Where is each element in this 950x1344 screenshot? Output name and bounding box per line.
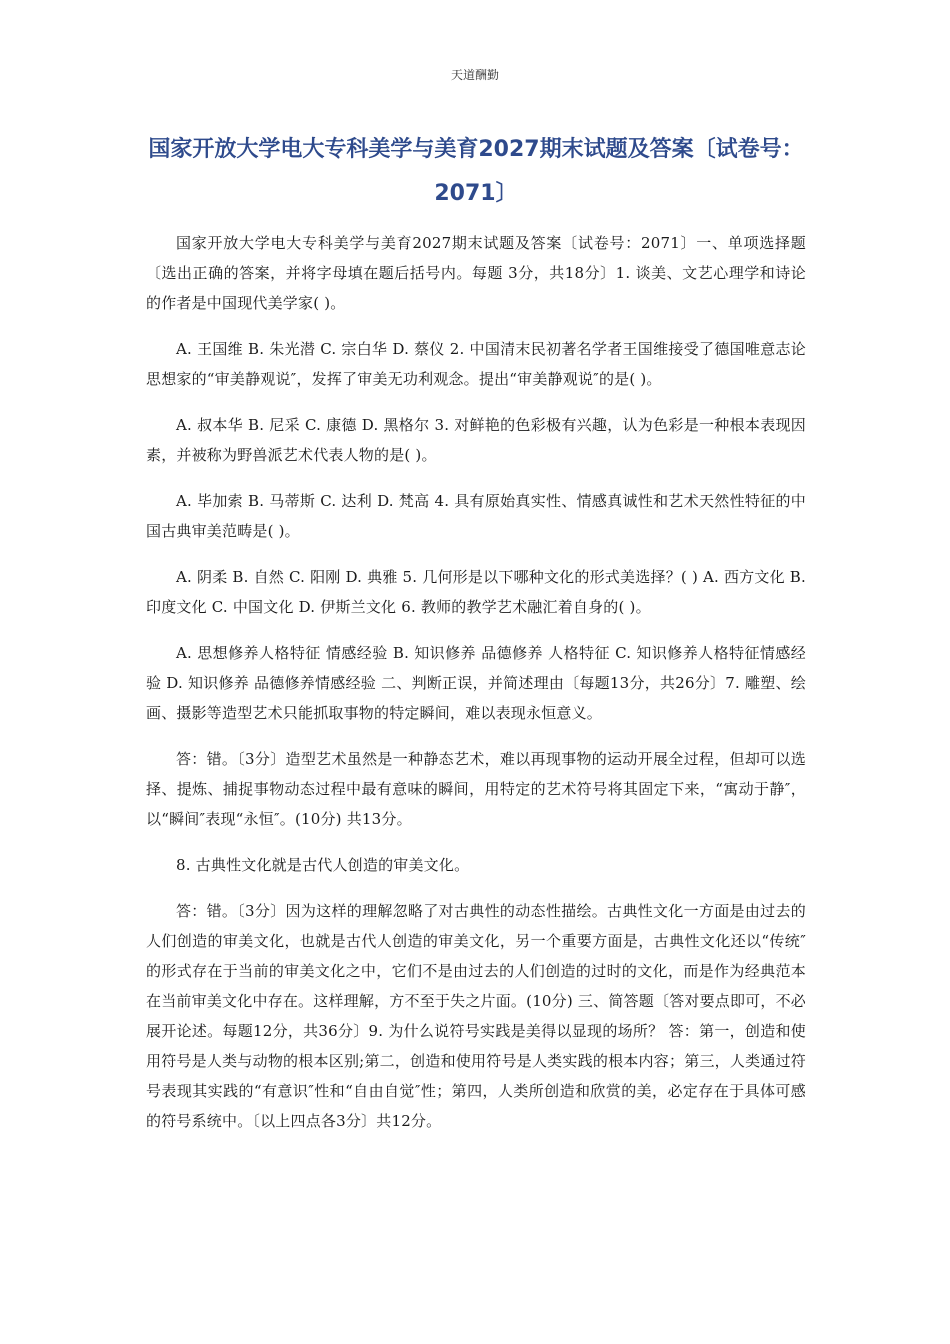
document-title: 国家开放大学电大专科美学与美育2027期末试题及答案〔试卷号：2071〕: [148, 137, 804, 206]
paragraph-q1-options: A. 王国维 B. 朱光潜 C. 宗白华 D. 蔡仪 2. 中国清末民初著名学者王国维接受了德国唯意志论思想家的“审美静观说″，发挥了审美无功利观念。提出“审美静观说″的是( )。: [146, 340, 806, 388]
paragraph-answer-7: 答：错。〔3分〕造型艺术虽然是一种静态艺术，难以再现事物的运动开展全过程，但却可以选择、提炼、捕捉事物动态过程中最有意味的瞬间，用特定的艺术符号将其固定下来，“寓动于静″，以“瞬间″表现“永恒″。(10分) 共13分。: [146, 750, 806, 828]
paragraph-q3-options: A. 毕加索 B. 马蒂斯 C. 达利 D. 梵高 4. 具有原始真实性、情感真诚性和艺术天然性特征的中国古典审美范畴是( )。: [146, 492, 806, 540]
paragraph-answer-8: 答：错。〔3分〕因为这样的理解忽略了对古典性的动态性描绘。古典性文化一方面是由过去的人们创造的审美文化，也就是古代人创造的审美文化，另一个重要方面是，古典性文化还以“传统″的形式存在于当前的审美文化之中，它们不是由过去的人们创造的过时的文化，而是作为经典范本在当前审美文化中存在。这样理解，方不至于失之片面。(10分) 三、简答题〔答对要点即可，不必展开论述。每题12分，共36分〕9. 为什么说符号实践是美得以显现的场所？ 答：第一，创造和使用符号是人类与动物的根本区别;第二，创造和使用符号是人类实践的根本内容；第三，人类通过符号表现其实践的“有意识″性和“自由自觉″性；第四，人类所创造和欣赏的美，必定存在于具体可感的符号系统中。〔以上四点各3分〕共12分。: [146, 902, 806, 1130]
page-header: 天道酬勤: [450, 68, 499, 82]
paragraph-q4-options: A. 阴柔 B. 自然 C. 阳刚 D. 典雅 5. 几何形是以下哪种文化的形式美选择？( ) A. 西方文化 B. 印度文化 C. 中国文化 D. 伊斯兰文化 6. 教师的教学艺术融汇着自身的( )。: [146, 568, 806, 616]
paragraph-question-8: 8. 古典性文化就是古代人创造的审美文化。: [176, 856, 470, 874]
document-body: [146, 228, 806, 1152]
paragraph-q6-options: A. 思想修养人格特征 情感经验 B. 知识修养 品德修养 人格特征 C. 知识修养人格特征情感经验 D. 知识修养 品德修养情感经验 二、判断正误，并简述理由〔每题13分，共26分〕7. 雕塑、绘画、摄影等造型艺术只能抓取事物的特定瞬间，难以表现永恒意义。: [146, 644, 806, 722]
paragraph-intro: 国家开放大学电大专科美学与美育2027期末试题及答案〔试卷号：2071〕一、单项选择题〔选出正确的答案，并将字母填在题后括号内。每题 3分，共18分〕1. 谈美、文艺心理学和诗论的作者是中国现代美学家( )。: [146, 234, 806, 312]
paragraph-q2-options: A. 叔本华 B. 尼采 C. 康德 D. 黑格尔 3. 对鲜艳的色彩极有兴趣，认为色彩是一种根本表现因素，并被称为野兽派艺术代表人物的是( )。: [146, 416, 806, 464]
